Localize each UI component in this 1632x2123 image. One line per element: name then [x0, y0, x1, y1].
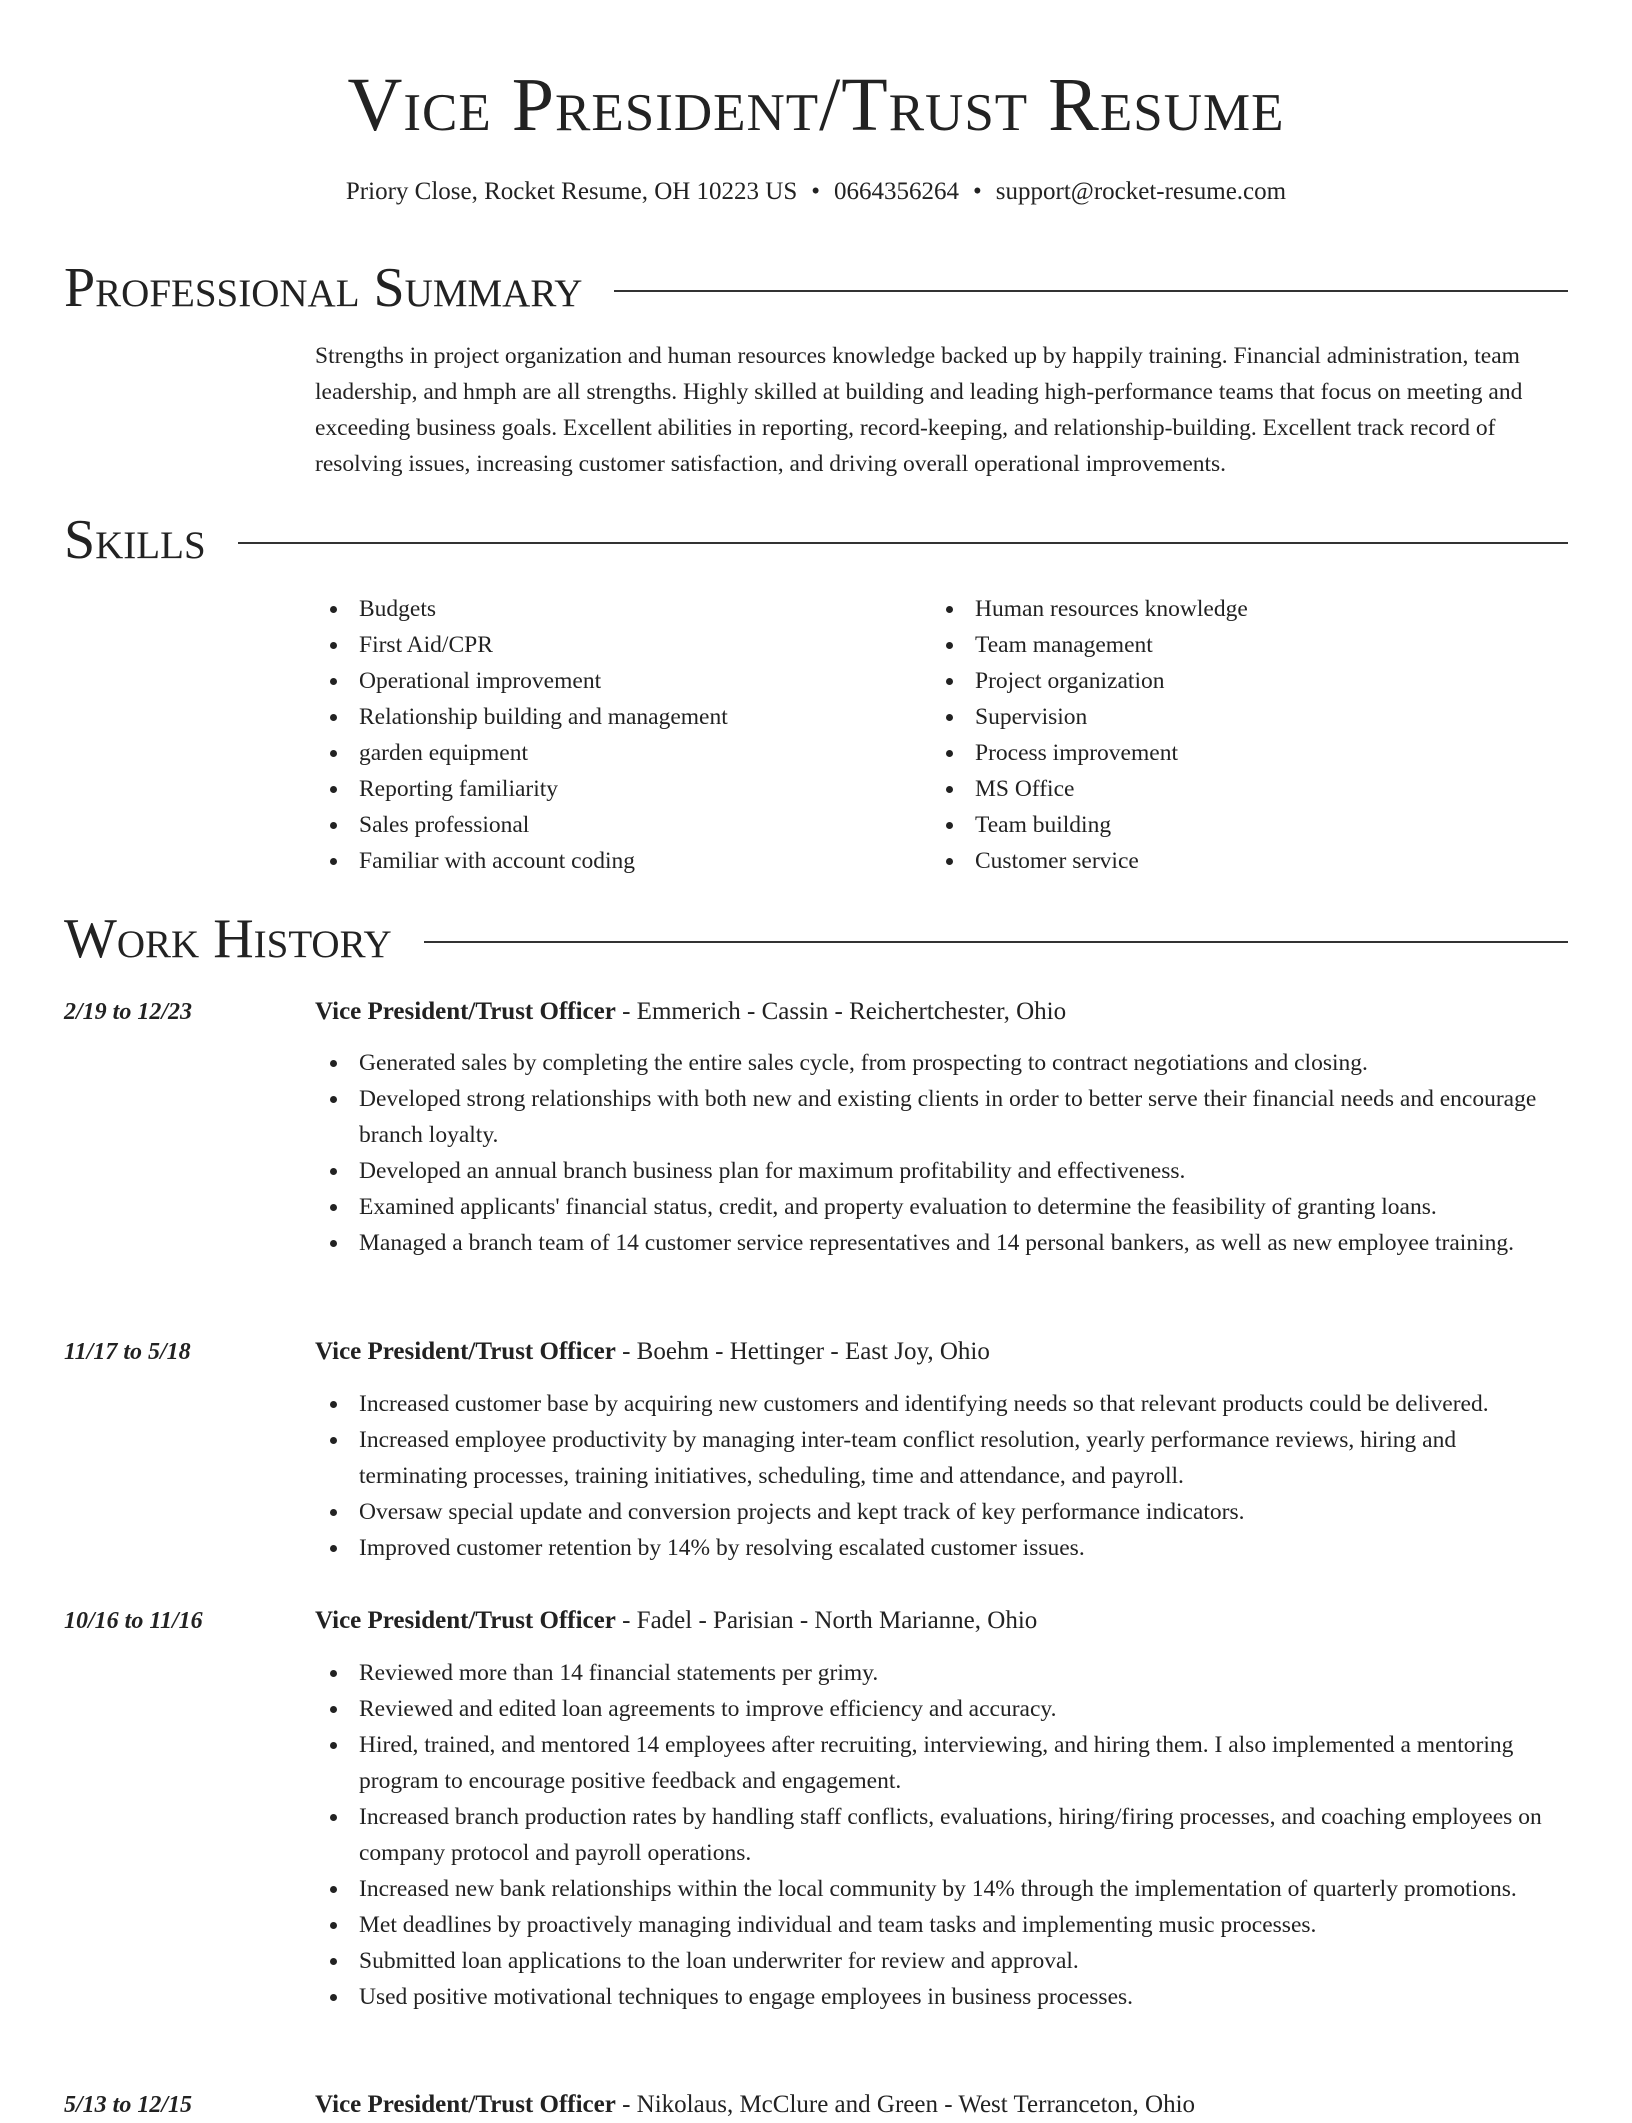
job-bullet-list: [315, 1386, 1565, 1566]
job-heading: [315, 2087, 1195, 2123]
list-item: Supervision: [931, 699, 1551, 735]
contact-separator: •: [811, 178, 821, 205]
list-item: Examined applicants' financial status, credit, and property evaluation to determine the feasibility of granting loans.: [315, 1189, 1565, 1225]
list-item: Improved customer retention by 14% by resolving escalated customer issues.: [315, 1530, 1565, 1566]
list-item: Managed a branch team of 14 customer service representatives and 14 personal bankers, as well as new employee training.: [315, 1225, 1565, 1261]
job-company: - Boehm - Hettinger - East Joy, Ohio: [615, 1338, 990, 1365]
job-bullet-list: [315, 1045, 1565, 1261]
list-item: First Aid/CPR: [315, 627, 915, 663]
list-item: Increased new bank relationships within the local community by 14% through the implementation of quarterly promotions.: [315, 1871, 1565, 1907]
section-divider: [424, 941, 1568, 943]
summary-section-header: [64, 256, 1568, 320]
section-divider: [238, 542, 1568, 544]
list-item: Reporting familiarity: [315, 771, 915, 807]
list-item: Hired, trained, and mentored 14 employees after recruiting, interviewing, and hiring them. I also implemented a mentoring program to encourage positive feedback and engagement.: [315, 1727, 1565, 1799]
list-item: garden equipment: [315, 735, 915, 771]
job-role: Vice President/Trust Officer: [315, 2091, 616, 2118]
job-heading: [315, 994, 1066, 1030]
list-item: Increased branch production rates by handling staff conflicts, evaluations, hiring/firing processes, and coaching employees on company protocol and payroll operations.: [315, 1799, 1565, 1871]
section-title: Professional Summary: [64, 257, 583, 319]
list-item: Used positive motivational techniques to engage employees in business processes.: [315, 1979, 1565, 2015]
contact-phone: 0664356264: [834, 178, 960, 205]
job-company: - Fadel - Parisian - North Marianne, Ohio: [615, 1607, 1038, 1634]
list-item: Process improvement: [931, 735, 1551, 771]
list-item: Project organization: [931, 663, 1551, 699]
list-item: Budgets: [315, 591, 915, 627]
section-divider: [614, 290, 1568, 292]
contact-email: support@rocket-resume.com: [995, 178, 1287, 205]
job-role: Vice President/Trust Officer: [315, 1607, 616, 1634]
list-item: Human resources knowledge: [931, 591, 1551, 627]
list-item: Familiar with account coding: [315, 843, 915, 879]
list-item: Team building: [931, 807, 1551, 843]
list-item: Increased customer base by acquiring new customers and identifying needs so that relevant products could be delivered.: [315, 1386, 1565, 1422]
job-dates: 11/17 to 5/18: [64, 1339, 191, 1365]
work-section-header: [64, 907, 1568, 971]
job-role: Vice President/Trust Officer: [315, 998, 616, 1025]
list-item: MS Office: [931, 771, 1551, 807]
list-item: Relationship building and management: [315, 699, 915, 735]
list-item: Reviewed more than 14 financial statements per grimy.: [315, 1655, 1565, 1691]
list-item: Sales professional: [315, 807, 915, 843]
section-title: Work History: [64, 908, 392, 970]
contact-line: [0, 174, 1632, 210]
contact-separator: •: [973, 178, 982, 205]
list-item: Developed an annual branch business plan for maximum profitability and effectiveness.: [315, 1153, 1565, 1189]
job-bullet-list: [315, 1655, 1565, 2015]
skills-section-header: [64, 508, 1568, 572]
job-dates: 2/19 to 12/23: [64, 999, 193, 1025]
job-role: Vice President/Trust Officer: [315, 1338, 616, 1365]
list-item: Team management: [931, 627, 1551, 663]
list-item: Customer service: [931, 843, 1551, 879]
list-item: Reviewed and edited loan agreements to improve efficiency and accuracy.: [315, 1691, 1565, 1727]
list-item: Operational improvement: [315, 663, 915, 699]
job-dates: 5/13 to 12/15: [64, 2092, 193, 2118]
job-heading: [315, 1603, 1037, 1639]
list-item: Met deadlines by proactively managing individual and team tasks and implementing music processes.: [315, 1907, 1565, 1943]
job-dates: 10/16 to 11/16: [64, 1608, 203, 1634]
job-heading: [315, 1334, 990, 1370]
list-item: Generated sales by completing the entire sales cycle, from prospecting to contract negotiations and closing.: [315, 1045, 1565, 1081]
skills-list-right: [931, 591, 1551, 879]
list-item: Increased employee productivity by managing inter-team conflict resolution, yearly performance reviews, hiring and terminating processes, training initiatives, scheduling, time and attendance, and payroll.: [315, 1422, 1565, 1494]
list-item: Developed strong relationships with both new and existing clients in order to better serve their financial needs and encourage branch loyalty.: [315, 1081, 1565, 1153]
skills-list-left: [315, 591, 915, 879]
list-item: Submitted loan applications to the loan underwriter for review and approval.: [315, 1943, 1565, 1979]
resume-title: Vice President/Trust Resume: [347, 63, 1285, 147]
section-title: Skills: [64, 509, 206, 571]
summary-text: Strengths in project organization and human resources knowledge backed up by happily training. Financial administration, team leadership, and hmph are all strengths. Highly skilled at building and leading high-performance teams that focus on meeting and exceeding business goals. Excellent abilities in reporting, record-keeping, and relationship-building. Excellent track record of resolving issues, increasing customer satisfaction, and driving overall operational improvements.: [315, 343, 1523, 477]
job-company: - Emmerich - Cassin - Reichertchester, Ohio: [615, 998, 1067, 1025]
contact-address: Priory Close, Rocket Resume, OH 10223 US: [345, 178, 798, 205]
job-company: - Nikolaus, McClure and Green - West Terranceton, Ohio: [615, 2091, 1196, 2118]
list-item: Oversaw special update and conversion projects and kept track of key performance indicators.: [315, 1494, 1565, 1530]
